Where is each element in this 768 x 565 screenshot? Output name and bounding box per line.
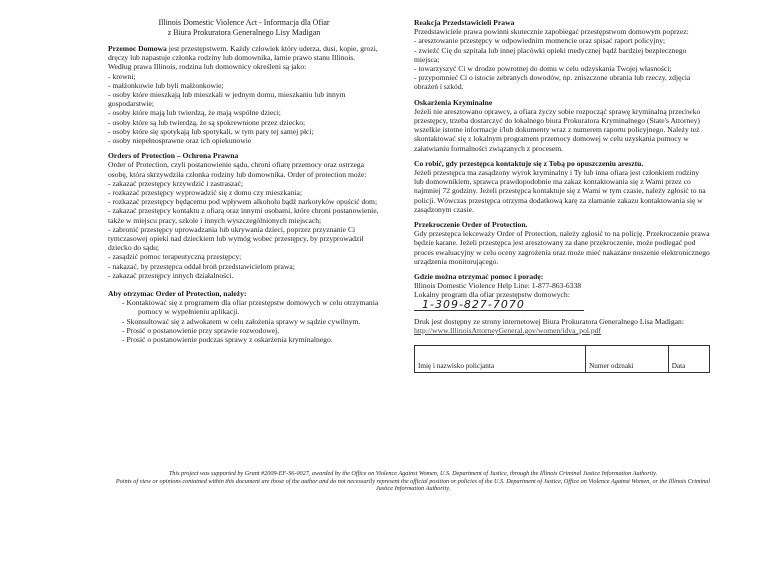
local-program-line: Lokalny program dla ofiar przestępstw domowych: 1-309-827-7070 (414, 290, 710, 310)
domestic-violence-intro: Przemoc Domowa jest przestępstwem. Każdy człowiek który uderza, dusi, kopie, grozi, dręczy lub napastuje członka rodziny lub domownika, łamie prawo stanu Illinois. Według prawa Illinois, rodzina lub domownicy określeni są jako: (108, 44, 378, 72)
left-column (108, 18, 380, 344)
list-item: - Skonsultować się z adwokatem w celu założenia sprawy w sądzie cywilnym. (108, 317, 380, 326)
list-item: - aresztowanie przestępcy w odpowiednim momencie oraz spisać raport policyjny; (414, 36, 710, 45)
help-heading: Gdzie można otrzymać pomoc i poradę: (414, 272, 544, 282)
title-line-2: z Biura Prokuratora Generalnego Lisy Madigan (167, 28, 321, 37)
list-item: - osoby które są lub twierdzą, że są spokrewnione przez dziecko; (108, 118, 380, 127)
police-response-text: Przedstawiciele prawa powinni skutecznie zapobiegać przestępstwom domowym poprzez: (414, 27, 689, 37)
badge-number-field[interactable]: Numer odznaki (586, 346, 669, 373)
list-item: - Prosić o postanowienie podczas sprawy z oskarżenia kryminalnego. (108, 335, 380, 344)
list-item: - zakazać przestępcy krzywdzić i zastraszać; (108, 179, 380, 188)
violation-text: Gdy przestępca lekceważy Order of Protection, należy zgłosić to na policję. Przekroczenie prawa będzie karane. Jeżeli przestępca jest aresztowany za dane przekroczenie, może podlegać pod proces ewaluacyjny w celu oceny zagrożenia oraz może mieć nakazane noszenie elektronicznego urządzenia monitorującego. (414, 229, 710, 266)
after-release-text: Jeżeli przestępca ma zasądzony wyrok kryminalny i Ty lub inna ofiara jest członkiem rodziny lub domownikiem, sprawca prawdopodobnie ma zakaz kontaktowania się z Wami przez co najmniej 72 godziny. Jeżeli przestępca kontaktuje się z Wami w tym czasie, należy zgłosić to na policji. Wówczas przestępca otrzyma dodatkową karę za złamanie zakazu kontaktowania się w zasądzonym czasie. (414, 168, 706, 214)
helpline-text: Illinois Domestic Violence Help Line: 1-877-863-6338 (414, 281, 582, 291)
list-item: - osoby które mają lub twierdzą, że mają wspólne dzieci; (108, 108, 380, 117)
footer-line-1: This project was supported by Grant #2009-EF-S6-0027, awarded by the Office on Violence Against Women, U.S. Department of Justice, through the Illinois Criminal Justice Information Authority. (168, 470, 658, 477)
list-item: - krewni; (108, 72, 380, 81)
officer-info-form (414, 345, 710, 373)
domestic-violence-heading: Przemoc Domowa (108, 44, 167, 53)
police-response-heading: Reakcja Przedstawicieli Prawa (414, 18, 515, 27)
list-item: - Kontaktować się z programem dla ofiar przestępstw domowych w celu otrzymania pomocy w wypełnieniu aplikacji. (108, 298, 380, 316)
criminal-charges-heading: Oskarżenia Kryminalne (414, 97, 493, 107)
list-item: - przypomnieć Ci o istocie zebranych dowodów, np. zniszczone ubrania lub rzeczy, zdjęcia obrażeń i szkód. (414, 73, 710, 91)
orders-of-protection-text: Order of Protection, czyli postanowienie sądu, chroni ofiarę przemocy oraz ostrzega osobę, która skrzywdziła członka rodziny lub domownika. Order of protection może: (108, 160, 367, 179)
list-item: - rozkazać przestępcy wyprowadzić się z domu czy mieszkania; (108, 188, 380, 197)
after-release-heading: Co robić, gdy przestępca kontaktuje się z Tobą po opuszczeniu aresztu. (414, 158, 644, 168)
list-item: - towarzyszyć Ci w drodze powrotnej do domu w celu odzyskania Twojej własności; (414, 64, 710, 73)
list-item: - małżonkowie lub byli małżonkowie; (108, 81, 380, 90)
form-url-link[interactable]: http://www.IllinoisAttorneyGeneral.gov/women/idva_pol.pdf (414, 326, 601, 336)
criminal-charges-text: Jeżeli nie aresztowano oprawcy, a ofiara życzy sobie rozpocząć sprawę kryminalną przeciwko przestępcy, trzeba dostarczyć do lokalnego biura Prokuratora Kryminalnego (State's Attorney) wszelkie istotne informacje i/lub dokumenty wraz z numerem raportu policyjnego. Należy też skontaktować się z lokalnym programem przemocy domowej w celu uzyskania pomocy w załatwianiu formalności związanych z procesem. (414, 106, 701, 153)
list-item: - osoby które mieszkają lub mieszkali w jednym domu, mieszkaniu lub innym gospodarstwie; (108, 90, 380, 108)
list-item: - zakazać przestępcy kontaktu z ofiarą oraz innymi osobami, które chroni postanowienie, także w miejscu pracy, szkole i innych wyszczególnionych miejscach; (108, 206, 380, 224)
list-item: - nakazać, by przestępca oddał broń przedstawicielom prawa; (108, 262, 380, 271)
list-item: - zabronić przestępcy uprowadzania lub ukrywania dzieci, poprzez przyznanie Ci tymczasowej opieki nad dzieckiem lub wymóg wobec przestępcy, by przyprowadził dziecko do sądu; (108, 225, 380, 253)
footer-line-2: Points of view or opinions contained within this document are those of the author and do not necessarily represent the official position or policies of the U.S. Department of Justice, Office on Violence Against Women, or the Illinois Criminal Justice Information Authority. (115, 477, 711, 493)
document-title (108, 18, 380, 38)
orders-of-protection-heading: Orders of Protection – Ochrona Prawna (108, 151, 239, 161)
list-item: - rozkazać przestępcy będącemu pod wpływem alkoholu bądź narkotyków opuścić dom; (108, 197, 380, 206)
list-item: - osoby niepełnosprawne oraz ich opiekunowie (108, 136, 380, 145)
how-to-obtain-heading: Aby otrzymac Order of Protection, należy: (108, 289, 247, 299)
list-item: - Prosić o postanowienie przy sprawie rozwodowej. (108, 326, 380, 335)
funding-footer (108, 470, 718, 493)
household-members-list (108, 72, 380, 146)
police-response-list (414, 36, 710, 91)
list-item: - osoby które się spotykają lub spotykali, w tym pary tej samej płci; (108, 127, 380, 136)
orders-of-protection-list (108, 179, 380, 280)
local-phone-field[interactable] (414, 297, 584, 311)
right-column (414, 18, 710, 373)
title-line-1: Illinois Domestic Violence Act - Informacja dla Ofiar (158, 18, 330, 27)
list-item: - zasądzić pomoc terapeutyczną przestępcy; (108, 252, 380, 261)
list-item: - zwieźć Cię do szpitala lub innej placówki opieki medycznej bądź bardziej bezpiecznego miejsca; (414, 46, 710, 64)
how-to-obtain-list (108, 298, 380, 344)
violation-heading: Przekroczenie Order of Protection. (414, 220, 528, 230)
officer-name-field[interactable]: Imię i nazwisko policjanta (415, 346, 586, 373)
handwritten-phone: 1-309-827-7070 (422, 297, 525, 311)
date-field[interactable]: Data (668, 346, 709, 373)
form-available-text: Druk jest dostępny ze strony internetowej Biura Prokuratora Generalnego Lisa Madigan: (414, 316, 684, 326)
list-item: - zakazać przestępcy innych działalności. (108, 271, 380, 280)
